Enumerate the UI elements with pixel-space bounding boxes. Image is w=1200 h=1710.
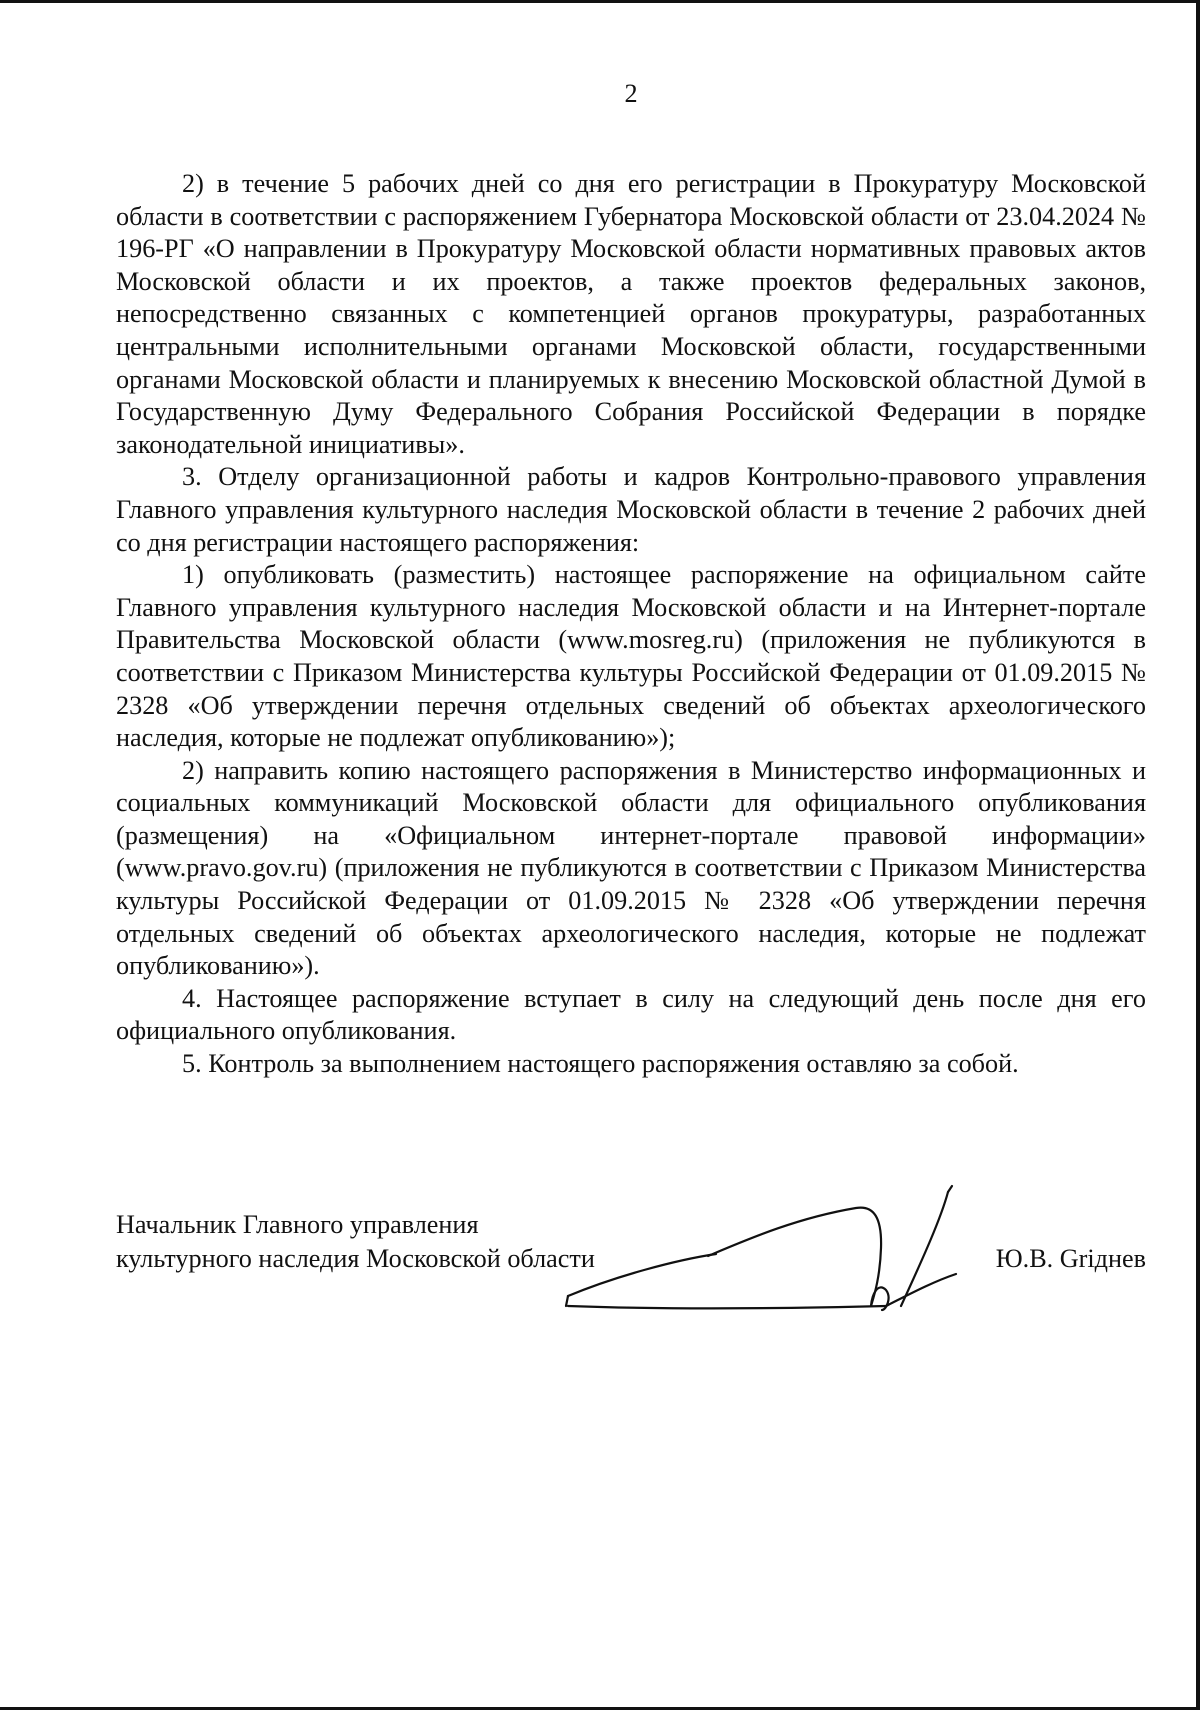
signatory-title-line-1: Начальник Главного управления xyxy=(116,1210,479,1239)
paragraph-4-effective-date: 4. Настоящее распоряжение вступает в силу на следующий день после дня его официального опубликования. xyxy=(116,983,1146,1046)
signatory-name: Ю.В. Griднев xyxy=(995,1244,1146,1273)
paragraph-item-2-send-copy: 2) направить копию настоящего распоряжения в Министерство информационных и социальных коммуникаций Московской области для официального опубликования (размещения) на «Официальном интернет-портале правовой информации» (www.pravo.gov.ru) (приложения не публикуются в соответствии с Приказом Министерства культуры Российской Федерации от 01.09.2015 № 2328 «Об утверждении перечня отдельных сведений об объектах археологического наследия, которые не подлежат опубликованию»). xyxy=(116,755,1146,981)
signatory-title xyxy=(116,1208,595,1276)
page-number: 2 xyxy=(624,79,638,108)
document-body xyxy=(116,168,1146,1081)
signatory-title-line-2: культурного наследия Московской области xyxy=(116,1244,595,1273)
signature-block xyxy=(116,1208,1146,1318)
paragraph-5-control: 5. Контроль за выполнением настоящего распоряжения оставляю за собой. xyxy=(182,1049,1019,1079)
paragraph-item-2-prosecutor: 2) в течение 5 рабочих дней со дня его регистрации в Прокуратуру Московской области в соответствии с распоряжением Губернатора Московской области от 23.04.2024 № 196-РГ «О направлении в Прокуратуру Московской области нормативных правовых актов Московской области и их проектов, а также проектов федеральных законов, непосредственно связанных с компетенцией органов прокуратуры, разработанных центральными исполнительными органами Московской области, государственными органами Московской области и планируемых к внесению Московской областной Думой в Государственную Думу Федерального Собрания Российской Федерации в порядке законодательной инициативы». xyxy=(116,169,1146,459)
scan-border-top xyxy=(0,0,1200,3)
paragraph-3-department: 3. Отделу организационной работы и кадров Контрольно-правового управления Главного управления культурного наследия Московской области в течение 2 рабочих дней со дня регистрации настоящего распоряжения: xyxy=(116,462,1146,557)
paragraph-item-1-publish: 1) опубликовать (разместить) настоящее распоряжение на официальном сайте Главного управления культурного наследия Московской области и на Интернет-портале Правительства Московской области (www.mosreg.ru) (приложения не публикуются в соответствии с Приказом Министерства культуры Российской Федерации от 01.09.2015 № 2328 «Об утверждении перечня отдельных сведений об объектах археологического наследия, которые не подлежат опубликованию»); xyxy=(116,560,1146,753)
scan-border-right xyxy=(1196,0,1200,1710)
handwritten-signature xyxy=(556,1178,1016,1328)
